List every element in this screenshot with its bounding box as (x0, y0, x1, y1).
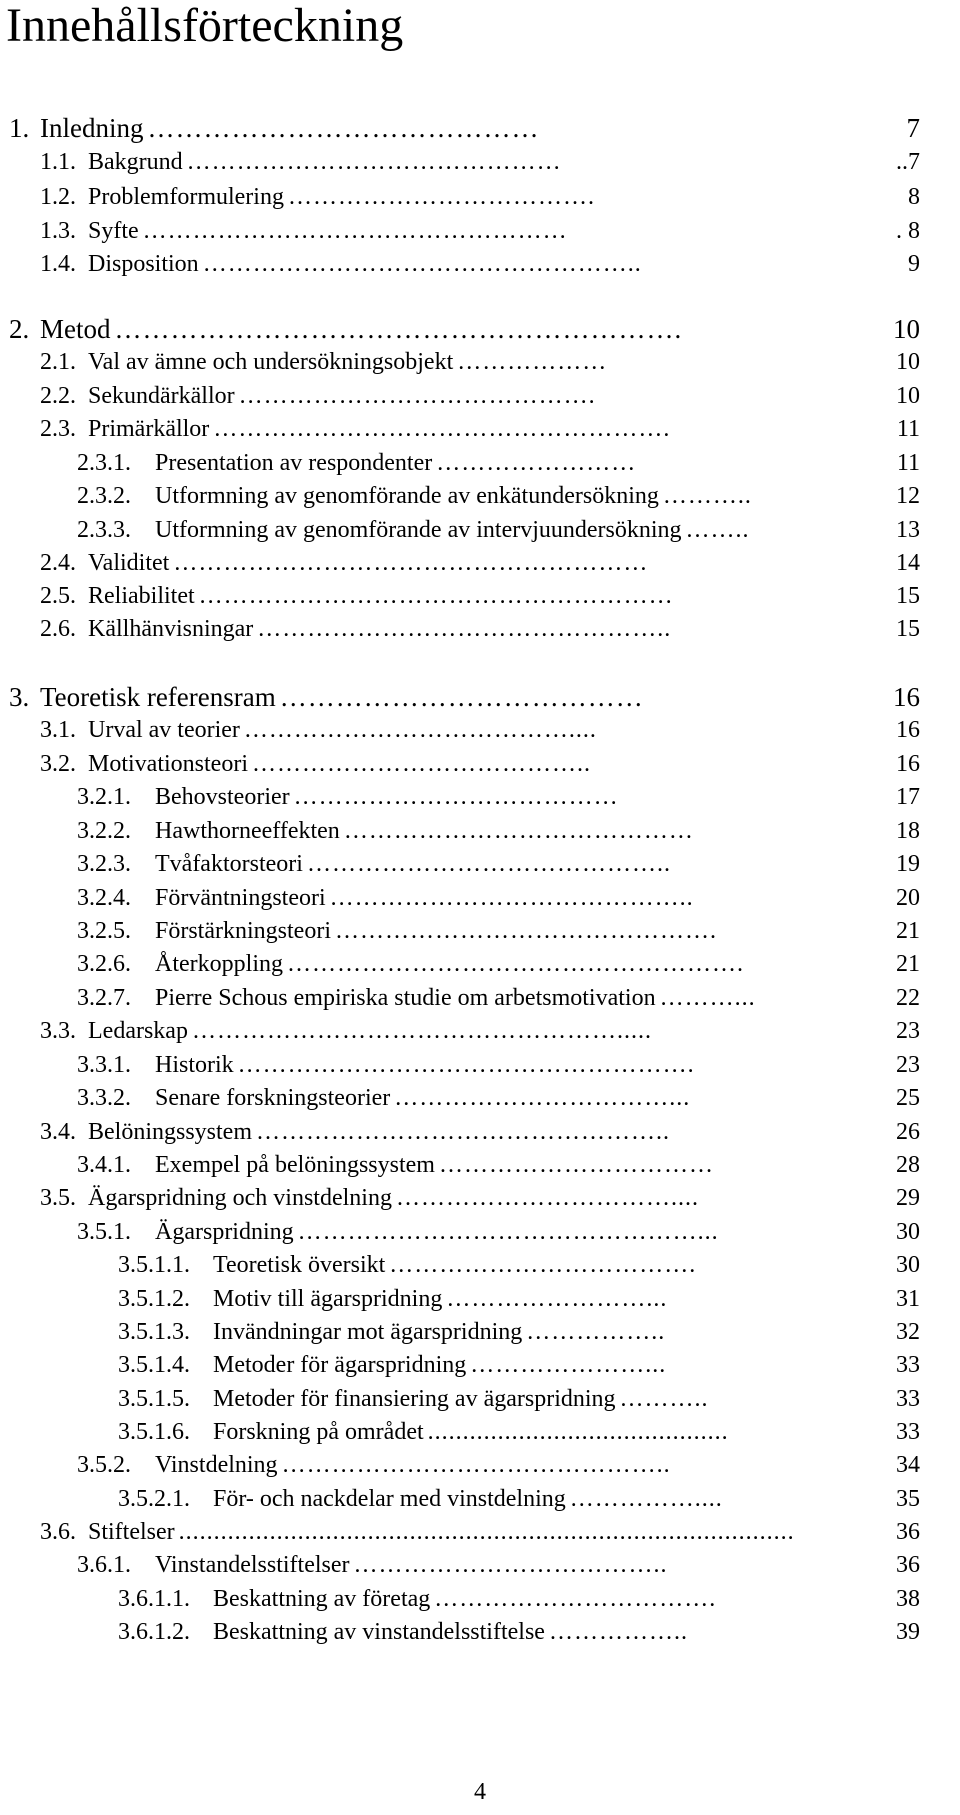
toc-entry-title: Ägarspridning (155, 1219, 294, 1245)
toc-entry-number: 3. (9, 682, 30, 712)
toc-dot-leader: ........................................................................................ (178, 1519, 795, 1545)
toc-chapter-entry[interactable] (0, 681, 960, 713)
toc-dot-leader: ………………………………… (279, 682, 644, 712)
toc-entry[interactable] (0, 380, 960, 412)
toc-dot-leader: ………………………………………….. (257, 616, 672, 642)
toc-entry-page: 39 (896, 1619, 920, 1645)
toc-entry-title: För- och nackdelar med vinstdelning (213, 1486, 566, 1512)
toc-entry[interactable] (0, 547, 960, 579)
toc-entry[interactable] (0, 1383, 960, 1415)
toc-dot-leader: ………………………………………. (334, 918, 717, 944)
toc-entry[interactable] (0, 1483, 960, 1515)
toc-entry-page: 23 (896, 1018, 920, 1044)
toc-dot-leader: …………….. (548, 1619, 688, 1645)
toc-dot-leader: ........................................... (427, 1419, 729, 1445)
toc-dot-leader: ………………………………………….. (256, 1119, 671, 1145)
toc-entry-number: 2.3. (40, 416, 76, 442)
toc-entry[interactable] (0, 1082, 960, 1114)
toc-entry-title: Problemformulering (88, 184, 284, 210)
toc-entry-title: Invändningar mot ägarspridning (213, 1319, 523, 1345)
toc-entry-page: 19 (896, 851, 920, 877)
toc-entry-page: 34 (896, 1452, 920, 1478)
toc-dot-leader: …………………………………… (343, 818, 694, 844)
toc-entry-title: Forskning på området (213, 1419, 424, 1445)
toc-entry-number: 3.3.1. (77, 1052, 131, 1078)
toc-entry-title: Reliabilitet (88, 583, 195, 609)
toc-entry-number: 3.5.1.4. (118, 1352, 190, 1378)
toc-entry-page: 21 (896, 918, 920, 944)
toc-entry-number: 3.3. (40, 1018, 76, 1044)
toc-entry-number: 2.1. (40, 349, 76, 375)
toc-entry-number: 2.3.1. (77, 450, 131, 476)
toc-entry[interactable] (0, 346, 960, 378)
toc-dot-leader: ……………………………………………..... (191, 1018, 652, 1044)
toc-dot-leader: ………………………………. (287, 184, 595, 210)
toc-entry-title: Teoretisk översikt (213, 1252, 386, 1278)
toc-entry-number: 3.2.3. (77, 851, 131, 877)
toc-dot-leader: ……………………... (446, 1286, 668, 1312)
toc-entry-number: 3.2.6. (77, 951, 131, 977)
toc-entry-page: 20 (896, 885, 920, 911)
toc-entry-page: 16 (896, 717, 920, 743)
toc-entry-number: 1.4. (40, 251, 76, 277)
toc-entry[interactable] (0, 915, 960, 947)
toc-entry-page: 14 (896, 550, 920, 576)
toc-entry-page: . 8 (896, 218, 920, 244)
toc-entry-title: Beskattning av vinstandelsstiftelse (213, 1619, 545, 1645)
toc-entry-title: Exempel på belöningssystem (155, 1152, 435, 1178)
toc-entry-number: 2.5. (40, 583, 76, 609)
toc-entry-title: Stiftelser (88, 1519, 175, 1545)
toc-dot-leader: …………………………………….. (306, 851, 671, 877)
toc-entry[interactable] (0, 1449, 960, 1481)
toc-entry[interactable] (0, 1182, 960, 1214)
toc-entry-page: 30 (896, 1219, 920, 1245)
toc-entry-title: Teoretisk referensram (40, 682, 276, 712)
toc-entry-title: Utformning av genomförande av intervjuundersökning (155, 517, 682, 543)
toc-entry-page: ..7 (896, 149, 920, 175)
toc-entry-page: 13 (896, 517, 920, 543)
toc-entry-title: Pierre Schous empiriska studie om arbetsmotivation (155, 985, 656, 1011)
toc-dot-leader: …………………………………… (147, 113, 540, 143)
toc-entry-title: Utformning av genomförande av enkätundersökning (155, 483, 659, 509)
toc-entry-title: Inledning (40, 113, 144, 143)
toc-entry-number: 2.4. (40, 550, 76, 576)
toc-entry-number: 3.5.2. (77, 1452, 131, 1478)
toc-entry-page: 35 (896, 1486, 920, 1512)
toc-dot-leader: ………………………………….... (243, 717, 597, 743)
toc-entry-number: 3.6. (40, 1519, 76, 1545)
toc-entry-number: 1. (9, 113, 30, 143)
toc-dot-leader: ………... (659, 985, 756, 1011)
toc-entry[interactable] (0, 413, 960, 445)
toc-dot-leader: …………………... (470, 1352, 667, 1378)
toc-entry-number: 1.1. (40, 149, 76, 175)
toc-entry-title: Val av ämne och undersökningsobjekt (88, 349, 454, 375)
toc-entry[interactable] (0, 146, 960, 178)
toc-dot-leader: ……………………………….. (353, 1552, 668, 1578)
toc-entry-title: Metoder för ägarspridning (213, 1352, 467, 1378)
toc-entry-number: 3.5.1.1. (118, 1252, 190, 1278)
toc-entry-title: Presentation av respondenter (155, 450, 433, 476)
toc-entry-number: 3.6.1.2. (118, 1619, 190, 1645)
toc-entry-page: 25 (896, 1085, 920, 1111)
toc-chapter-entry[interactable] (0, 112, 960, 144)
toc-entry-number: 3.6.1.1. (118, 1586, 190, 1612)
toc-entry-page: 11 (896, 416, 920, 442)
toc-entry-number: 3.2.2. (77, 818, 131, 844)
toc-entry-page: 15 (896, 583, 920, 609)
toc-entry[interactable] (0, 514, 960, 546)
toc-chapter-entry[interactable] (0, 313, 960, 345)
toc-entry-title: Återkoppling (155, 951, 283, 977)
toc-entry-number: 2. (9, 314, 30, 344)
toc-entry-title: Ägarspridning och vinstdelning (88, 1185, 392, 1211)
toc-entry-title: Förstärkningsteori (155, 918, 331, 944)
toc-entry-number: 3.1. (40, 717, 76, 743)
toc-entry-number: 3.5.2.1. (118, 1486, 190, 1512)
toc-entry-number: 3.2. (40, 751, 76, 777)
toc-entry-title: Senare forskningsteorier (155, 1085, 391, 1111)
toc-entry-number: 2.2. (40, 383, 76, 409)
toc-entry-number: 3.2.5. (77, 918, 131, 944)
toc-entry[interactable] (0, 248, 960, 280)
toc-entry-number: 2.3.2. (77, 483, 131, 509)
toc-dot-leader: ………………………………………………. (286, 951, 744, 977)
toc-entry-page: 15 (896, 616, 920, 642)
toc-entry-page: 22 (896, 985, 920, 1011)
toc-entry-page: 38 (896, 1586, 920, 1612)
toc-entry[interactable] (0, 1249, 960, 1281)
toc-entry-title: Bakgrund (88, 149, 183, 175)
toc-entry-page: 36 (896, 1519, 920, 1545)
toc-dot-leader: ……………… (457, 349, 608, 375)
toc-entry-number: 3.5. (40, 1185, 76, 1211)
toc-entry[interactable] (0, 1316, 960, 1348)
toc-entry-title: Källhänvisningar (88, 616, 254, 642)
toc-dot-leader: ………………………………………………. (213, 416, 671, 442)
toc-entry-title: Ledarskap (88, 1018, 188, 1044)
toc-entry-title: Metod (40, 314, 111, 344)
toc-entry[interactable] (0, 181, 960, 213)
toc-entry-number: 3.5.1.5. (118, 1386, 190, 1412)
toc-dot-leader: ……….. (662, 483, 752, 509)
toc-entry-number: 3.2.7. (77, 985, 131, 1011)
toc-entry-page: 16 (896, 751, 920, 777)
toc-entry-title: Sekundärkällor (88, 383, 235, 409)
toc-dot-leader: ………………………………….. (251, 751, 591, 777)
toc-dot-leader: ……………………………………… (186, 149, 562, 175)
toc-dot-leader: …………………………………………... (297, 1219, 719, 1245)
toc-entry-title: Vinstandelsstiftelser (155, 1552, 350, 1578)
toc-entry-number: 3.2.4. (77, 885, 131, 911)
toc-entry-page: 36 (896, 1552, 920, 1578)
toc-entry-title: Tvåfaktorsteori (155, 851, 303, 877)
toc-entry-page: 21 (896, 951, 920, 977)
toc-entry-page: 23 (896, 1052, 920, 1078)
toc-entry[interactable] (0, 215, 960, 247)
toc-entry-title: Urval av teorier (88, 717, 240, 743)
toc-entry-page: 33 (896, 1352, 920, 1378)
toc-entry-page: 33 (896, 1419, 920, 1445)
toc-entry[interactable] (0, 781, 960, 813)
toc-entry[interactable] (0, 1015, 960, 1047)
toc-entry[interactable] (0, 613, 960, 645)
toc-entry-title: Vinstdelning (155, 1452, 278, 1478)
toc-dot-leader: …………………………….... (395, 1185, 699, 1211)
page-title: Innehållsförteckning (6, 0, 404, 52)
toc-dot-leader: …………….... (569, 1486, 723, 1512)
toc-entry[interactable] (0, 882, 960, 914)
toc-entry[interactable] (0, 1283, 960, 1315)
toc-entry-page: 11 (896, 450, 920, 476)
toc-entry-number: 3.4. (40, 1119, 76, 1145)
toc-entry-title: Hawthorneeffekten (155, 818, 340, 844)
toc-entry-title: Förväntningsteori (155, 885, 326, 911)
toc-entry-title: Behovsteorier (155, 784, 290, 810)
toc-entry-number: 3.5.1.2. (118, 1286, 190, 1312)
toc-entry-number: 3.5.1. (77, 1219, 131, 1245)
toc-entry[interactable] (0, 1516, 960, 1548)
toc-dot-leader: …………………………………….. (329, 885, 694, 911)
toc-entry[interactable] (0, 580, 960, 612)
toc-entry[interactable] (0, 748, 960, 780)
toc-dot-leader: …………………………… (438, 1152, 714, 1178)
toc-entry-title: Disposition (88, 251, 199, 277)
toc-entry-page: 12 (896, 483, 920, 509)
toc-entry[interactable] (0, 1149, 960, 1181)
toc-entry-number: 3.3.2. (77, 1085, 131, 1111)
toc-entry[interactable] (0, 848, 960, 880)
toc-entry[interactable] (0, 714, 960, 746)
toc-entry-page: 17 (896, 784, 920, 810)
toc-entry-number: 3.5.1.6. (118, 1419, 190, 1445)
toc-entry-page: 16 (893, 682, 920, 712)
toc-entry-page: 8 (908, 184, 920, 210)
toc-dot-leader: ……….. (619, 1386, 709, 1412)
toc-entry-page: 10 (896, 349, 920, 375)
toc-dot-leader: ……………………………. (434, 1586, 717, 1612)
toc-entry[interactable] (0, 982, 960, 1014)
toc-dot-leader: ………………………………… (293, 784, 619, 810)
toc-dot-leader: …………………………………………….. (202, 251, 642, 277)
toc-entry[interactable] (0, 1549, 960, 1581)
toc-dot-leader: …….. (685, 517, 750, 543)
toc-dot-leader: ………………………………………………. (237, 1052, 695, 1078)
toc-entry-page: 9 (908, 251, 920, 277)
toc-entry[interactable] (0, 948, 960, 980)
toc-dot-leader: ………………………………. (389, 1252, 697, 1278)
toc-entry[interactable] (0, 1583, 960, 1615)
toc-entry[interactable] (0, 815, 960, 847)
toc-entry-number: 3.6.1. (77, 1552, 131, 1578)
toc-entry-title: Primärkällor (88, 416, 210, 442)
toc-entry-page: 29 (896, 1185, 920, 1211)
toc-dot-leader: …………………… (436, 450, 637, 476)
toc-entry-page: 30 (896, 1252, 920, 1278)
toc-dot-leader: ……………………………………….. (281, 1452, 671, 1478)
toc-entry-number: 2.3.3. (77, 517, 131, 543)
toc-dot-leader: ………………………………………………… (173, 550, 649, 576)
toc-dot-leader: ……………………………... (394, 1085, 691, 1111)
toc-dot-leader: …………………………………………… (142, 218, 568, 244)
toc-entry[interactable] (0, 480, 960, 512)
toc-entry-page: 10 (893, 314, 920, 344)
toc-entry-page: 18 (896, 818, 920, 844)
toc-dot-leader: ……………………………………. (238, 383, 596, 409)
toc-entry[interactable] (0, 1616, 960, 1648)
toc-dot-leader: ………………………………………………… (198, 583, 674, 609)
toc-dot-leader: ……………………………………………………. (114, 314, 683, 344)
toc-entry-title: Metoder för finansiering av ägarspridning (213, 1386, 616, 1412)
toc-entry-page: 32 (896, 1319, 920, 1345)
toc-entry-page: 7 (906, 113, 920, 143)
toc-entry[interactable] (0, 1216, 960, 1248)
toc-entry-number: 3.5.1.3. (118, 1319, 190, 1345)
toc-dot-leader: …………….. (526, 1319, 666, 1345)
page-number: 4 (474, 1779, 486, 1805)
toc-entry-number: 2.6. (40, 616, 76, 642)
toc-entry-title: Syfte (88, 218, 139, 244)
toc-entry[interactable] (0, 1049, 960, 1081)
toc-entry-number: 1.3. (40, 218, 76, 244)
toc-entry-number: 3.2.1. (77, 784, 131, 810)
toc-entry-number: 1.2. (40, 184, 76, 210)
toc-entry[interactable] (0, 1416, 960, 1448)
toc-entry-page: 28 (896, 1152, 920, 1178)
toc-entry-page: 33 (896, 1386, 920, 1412)
toc-entry-page: 31 (896, 1286, 920, 1312)
toc-entry-title: Belöningssystem (88, 1119, 253, 1145)
toc-entry-title: Beskattning av företag (213, 1586, 431, 1612)
toc-entry-title: Historik (155, 1052, 234, 1078)
toc-entry-title: Motivationsteori (88, 751, 248, 777)
toc-entry-title: Validitet (88, 550, 170, 576)
toc-entry[interactable] (0, 447, 960, 479)
toc-entry[interactable] (0, 1349, 960, 1381)
toc-entry[interactable] (0, 1116, 960, 1148)
toc-entry-page: 10 (896, 383, 920, 409)
toc-entry-page: 26 (896, 1119, 920, 1145)
toc-entry-title: Motiv till ägarspridning (213, 1286, 443, 1312)
toc-entry-number: 3.4.1. (77, 1152, 131, 1178)
